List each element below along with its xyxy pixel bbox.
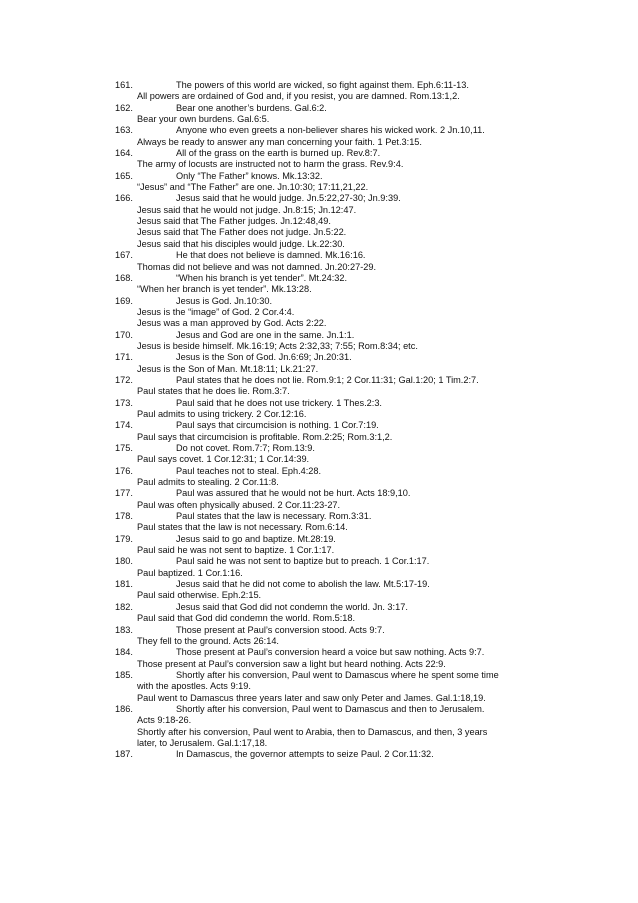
entry-text: All of the grass on the earth is burned up. Rev.8:7. — [176, 148, 381, 159]
entry-text: Those present at Paul’s conversion stood. Acts 9:7. — [176, 624, 385, 635]
entry-text: Anyone who even greets a non-believer shares his wicked work. 2 Jn.10,11. — [176, 125, 485, 136]
entry-number: 176. — [115, 465, 133, 476]
entry — [115, 330, 535, 353]
entry-text: The powers of this world are wicked, so fight against them. Eph.6:11-13. — [176, 80, 469, 90]
entry-heading — [115, 511, 535, 522]
entry — [115, 420, 535, 443]
entry-line: The army of locusts are instructed not to harm the grass. Rev.9:4. — [137, 159, 404, 170]
entry-heading — [115, 330, 535, 341]
entry-heading — [115, 602, 535, 613]
entry-heading — [115, 125, 535, 136]
entry — [115, 511, 535, 534]
entry — [115, 749, 535, 760]
entry-text: Paul said he was not sent to baptize but to preach. 1 Cor.1:17. — [176, 556, 430, 567]
entry-number: 164. — [115, 148, 133, 159]
entry — [115, 466, 535, 489]
entry — [115, 670, 535, 704]
entry-number: 168. — [115, 272, 133, 283]
entry-line: Paul baptized. 1 Cor.1:16. — [137, 567, 243, 578]
entry-text: Jesus said that God did not condemn the world. Jn. 3:17. — [176, 601, 408, 612]
entry — [115, 352, 535, 375]
entry — [115, 556, 535, 579]
entry-text: “When his branch is yet tender”. Mt.24:32. — [176, 272, 348, 283]
entry-number: 162. — [115, 102, 133, 113]
entry — [115, 443, 535, 466]
entry-text: Those present at Paul’s conversion heard a voice but saw nothing. Acts 9:7. — [176, 647, 485, 658]
entry-line: Paul was often physically abused. 2 Cor.11:23-27. — [137, 499, 341, 510]
entry — [115, 579, 535, 602]
entry — [115, 534, 535, 557]
entry-heading — [115, 375, 535, 386]
entry-number: 165. — [115, 170, 133, 181]
entry-line: Jesus said that The Father judges. Jn.12:48,49. — [137, 216, 331, 227]
entry-line: Jesus was a man approved by God. Acts 2:22. — [137, 318, 327, 329]
entry-number: 163. — [115, 125, 133, 136]
entry-number: 172. — [115, 374, 133, 385]
entry-heading — [115, 443, 535, 454]
entry-number: 179. — [115, 533, 133, 544]
entry-text: Shortly after his conversion, Paul went to Damascus and then to Jerusalem. — [176, 703, 485, 714]
entry — [115, 398, 535, 421]
entry-heading — [115, 193, 535, 204]
entry-line: Paul said he was not sent to baptize. 1 Cor.1:17. — [137, 545, 335, 556]
entry-line: later, to Jerusalem. Gal.1:17,18. — [137, 737, 268, 748]
entry-heading — [115, 579, 535, 590]
entry-line: Thomas did not believe and was not damned. Jn.20:27-29. — [137, 261, 377, 272]
entry — [115, 103, 535, 126]
entry-line: Jesus is the Son of Man. Mt.18:11; Lk.21:27. — [137, 363, 319, 374]
entry — [115, 296, 535, 330]
entry-number: 166. — [115, 193, 133, 204]
entry-line: Shortly after his conversion, Paul went to Arabia, then to Damascus, and then, 3 years — [137, 726, 488, 737]
entry-text: Paul states that the law is necessary. Rom.3:31. — [176, 511, 372, 522]
entry-heading — [115, 647, 535, 658]
entry-number: 171. — [115, 352, 133, 363]
entry-line: Paul admits to stealing. 2 Cor.11:8. — [137, 477, 279, 488]
entry-line: Always be ready to answer any man concerning your faith. 1 Pet.3:15. — [137, 136, 422, 147]
entry — [115, 125, 535, 148]
entry — [115, 273, 535, 296]
entry-heading — [115, 103, 535, 114]
entry-number: 185. — [115, 669, 133, 680]
entry — [115, 625, 535, 648]
entry-number: 178. — [115, 511, 133, 522]
entry — [115, 647, 535, 670]
entry-line: Jesus said that The Father does not judge. Jn.5:22. — [137, 227, 347, 238]
entry — [115, 375, 535, 398]
entry-number: 184. — [115, 647, 133, 658]
entry-line: Jesus is the “image” of God. 2 Cor.4:4. — [137, 306, 295, 317]
entry-line: They fell to the ground. Acts 26:14. — [137, 635, 279, 646]
entry-line: Paul said otherwise. Eph.2:15. — [137, 590, 262, 601]
entry-line: Paul says that circumcision is profitable. Rom.2:25; Rom.3:1,2. — [137, 431, 393, 442]
entry-line: Jesus said that his disciples would judge. Lk.22:30. — [137, 238, 345, 249]
entry-heading — [115, 466, 535, 477]
entry-number: 175. — [115, 443, 133, 453]
entry-text: Jesus is God. Jn.10:30. — [176, 295, 273, 306]
entry-line: Those present at Paul’s conversion saw a light but heard nothing. Acts 22:9. — [137, 658, 446, 669]
entry-number: 182. — [115, 601, 133, 612]
entry-number: 180. — [115, 556, 133, 567]
entry-text: Shortly after his conversion, Paul went to Damascus where he spent some time — [176, 669, 499, 680]
entry-text: Jesus and God are one in the same. Jn.1:1. — [176, 329, 355, 340]
entry-line: “Jesus” and “The Father” are one. Jn.10:30; 17:11,21,22. — [137, 182, 369, 193]
entry-text: Jesus said that he did not come to abolish the law. Mt.5:17-19. — [176, 579, 430, 590]
entry-number: 169. — [115, 295, 133, 306]
entry — [115, 193, 535, 250]
entry-heading — [115, 171, 535, 182]
entry-heading — [115, 749, 535, 760]
entry — [115, 148, 535, 171]
entry-text: In Damascus, the governor attempts to seize Paul. 2 Cor.11:32. — [176, 749, 434, 760]
entry-text: Do not covet. Rom.7:7; Rom.13:9. — [176, 443, 315, 453]
entry-number: 161. — [115, 80, 133, 90]
entry-text: Paul teaches not to steal. Eph.4:28. — [176, 465, 322, 476]
entry-text: Jesus said that he would judge. Jn.5:22,27-30; Jn.9:39. — [176, 193, 401, 204]
entry — [115, 171, 535, 194]
entry-number: 173. — [115, 397, 133, 408]
entry-text: He that does not believe is damned. Mk.16:16. — [176, 250, 366, 261]
entry-line: Bear your own burdens. Gal.6:5. — [137, 114, 270, 125]
entry-line: Paul states that the law is not necessary. Rom.6:14. — [137, 522, 348, 533]
entry-heading — [115, 420, 535, 431]
entry-text: Paul states that he does not lie. Rom.9:1; 2 Cor.11:31; Gal.1:20; 1 Tim.2:7. — [176, 374, 479, 385]
entry-heading — [115, 80, 535, 91]
entry-heading — [115, 352, 535, 363]
entry — [115, 602, 535, 625]
entry-number: 183. — [115, 624, 133, 635]
entry-heading — [115, 556, 535, 567]
entry-line: All powers are ordained of God and, if you resist, you are damned. Rom.13:1,2. — [137, 91, 460, 102]
entry-line: with the apostles. Acts 9:19. — [137, 681, 251, 692]
entry-text: Paul said that he does not use trickery. 1 Thes.2:3. — [176, 397, 382, 408]
entry-line: Jesus said that he would not judge. Jn.8:15; Jn.12:47. — [137, 204, 357, 215]
entry-number: 177. — [115, 488, 133, 499]
entry-line: Paul said that God did condemn the world. Rom.5:18. — [137, 613, 356, 624]
entry-list — [115, 80, 535, 761]
entry-number: 174. — [115, 420, 133, 431]
entry-number: 167. — [115, 250, 133, 261]
entry-heading — [115, 398, 535, 409]
entry-heading — [115, 670, 535, 681]
entry-text: Jesus is the Son of God. Jn.6:69; Jn.20:31. — [176, 352, 352, 363]
entry-heading — [115, 148, 535, 159]
entry-heading — [115, 296, 535, 307]
entry — [115, 250, 535, 273]
entry-line: Paul went to Damascus three years later and saw only Peter and James. Gal.1:18,19. — [137, 692, 486, 703]
entry-line: Paul admits to using trickery. 2 Cor.12:16. — [137, 408, 307, 419]
entry-line: Acts 9:18-26. — [137, 715, 192, 726]
entry-text: Paul was assured that he would not be hurt. Acts 18:9,10. — [176, 488, 411, 499]
entry-text: Paul says that circumcision is nothing. 1 Cor.7:19. — [176, 420, 379, 431]
entry-heading — [115, 625, 535, 636]
entry-number: 187. — [115, 749, 133, 760]
entry — [115, 488, 535, 511]
entry-heading — [115, 273, 535, 284]
entry-heading — [115, 534, 535, 545]
entry-line: Paul states that he does lie. Rom.3:7. — [137, 386, 290, 397]
entry-line: Paul says covet. 1 Cor.12:31; 1 Cor.14:39. — [137, 454, 310, 465]
entry — [115, 80, 535, 103]
entry-text: Only “The Father” knows. Mk.13:32. — [176, 170, 323, 181]
entry-heading — [115, 488, 535, 499]
entry-line: “When her branch is yet tender”. Mk.13:28. — [137, 284, 312, 295]
entry-line: Jesus is beside himself. Mk.16:19; Acts 2:32,33; 7:55; Rom.8:34; etc. — [137, 340, 418, 351]
entry-heading — [115, 704, 535, 715]
entry-number: 181. — [115, 579, 133, 590]
entry-number: 170. — [115, 329, 133, 340]
entry-text: Jesus said to go and baptize. Mt.28:19. — [176, 533, 336, 544]
entry-text: Bear one another’s burdens. Gal.6:2. — [176, 102, 327, 113]
entry — [115, 704, 535, 749]
entry-heading — [115, 250, 535, 261]
entry-number: 186. — [115, 703, 133, 714]
